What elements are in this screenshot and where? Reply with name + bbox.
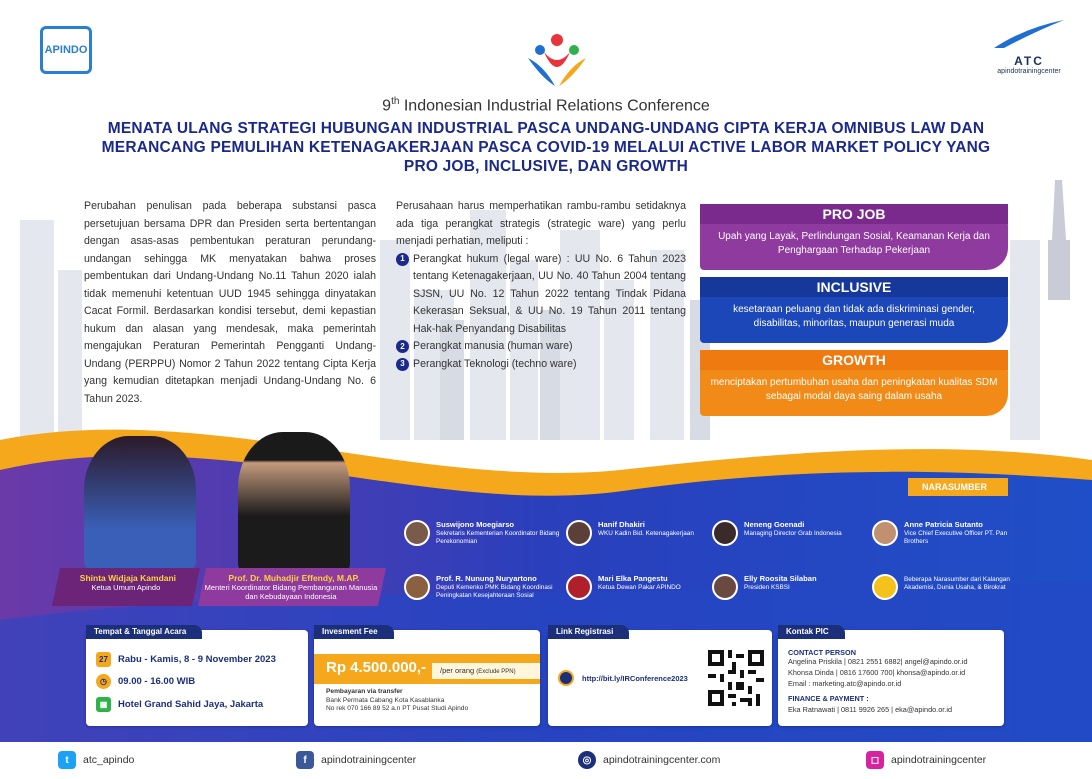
event-date: Rabu - Kamis, 8 - 9 November 2023 — [118, 654, 276, 665]
avatar — [712, 520, 738, 546]
narasumber-name: Hanif Dhakiri — [598, 520, 645, 529]
pro-job-text: Upah yang Layak, Perlindungan Sosial, Keamanan Kerja dan Penghargaan Terhadap Pekerjaan — [718, 231, 990, 256]
strategic-ware-section — [396, 198, 686, 373]
bank-name: Bank Permata Cabang Kota Kasablanka — [326, 697, 445, 704]
contact-line: Angelina Priskila | 0821 2551 6882| angel@apindo.or.id — [788, 657, 968, 666]
contact-line: Email : marketing.atc@apindo.or.id — [788, 679, 902, 688]
background-paragraph: Perubahan penulisan pada beberapa substansi pasca persetujuan bersama DPR dan Presiden serta bertentangan dengan asas-asas pembentukan peraturan perundang-undangan sehingga MK menyatakan bahwa proses pembentukan dari Undang-Undang No.11 Tahun 2020 ialah tidak memenuhi ketentuan UUD 1945 sehingga dinyatakan Cacat Formil. Berdasarkan kondisi tersebut, demi kepastian hukum dan alasan yang mendesak, maka pemerintah mengajukan Peraturan Pemerintah Pengganti Undang-Undang (PERPPU) Nomor 2 Tahun 2022 tentang Cipta Kerja yang kemudian ditetapkan menjadi Undang-Undang No. 6 Tahun 2023. — [84, 200, 376, 405]
main-title-line-3: PRO JOB, INCLUSIVE, DAN GROWTH — [403, 158, 689, 175]
narasumber-role: Presiden KSBSI — [744, 584, 790, 591]
pro-job-box — [700, 204, 1008, 270]
narasumber-name: Suswijono Moegiarso — [436, 520, 515, 529]
transfer-title: Pembayaran via transfer — [326, 688, 403, 695]
narasumber-item — [404, 520, 564, 554]
location-date-card — [86, 627, 308, 726]
fee-per-person: /per orang (Exclude PPN) — [432, 663, 540, 679]
avatar — [404, 574, 430, 600]
bank-account: No rek 070 166 89 52 a.n PT Pusat Studi Apindo — [326, 705, 469, 712]
number-badge-2: 2 — [396, 340, 409, 353]
calendar-icon: 27 — [96, 652, 111, 667]
strategic-item — [396, 338, 686, 356]
narasumber-name: Neneng Goenadi — [744, 520, 805, 529]
narasumber-item — [566, 574, 726, 608]
facebook-handle[interactable]: apindotrainingcenter — [321, 754, 417, 766]
narasumber-role: WKU Kadin Bid. Ketenagakerjaan — [598, 530, 694, 537]
instagram-link[interactable] — [866, 751, 986, 769]
website-url[interactable]: apindotrainingcenter.com — [603, 754, 721, 766]
card-tab-label: Tempat & Tanggal Acara — [86, 625, 202, 639]
growth-box — [700, 350, 1008, 416]
conference-logo-icon — [522, 30, 592, 88]
avatar — [404, 520, 430, 546]
clock-icon: ◷ — [96, 674, 111, 689]
growth-text: menciptakan pertumbuhan usaha dan peningkatan kualitas SDM sebagai modal daya saing dalam usaha — [710, 377, 998, 402]
contact-pic-card — [778, 627, 1004, 726]
conference-name: 9th Indonesian Industrial Relations Conference — [382, 96, 710, 115]
narasumber-item — [712, 574, 872, 608]
inclusive-box — [700, 277, 1008, 343]
facebook-icon: f — [296, 751, 314, 769]
strategic-item-text: Perangkat manusia (human ware) — [413, 340, 573, 352]
narasumber-item — [404, 574, 564, 608]
card-tab-label: Invesment Fee — [314, 625, 394, 639]
speaker-role: Menteri Koordinator Bidang Pembangunan Manusia dan Kebudayaan Indonesia — [204, 583, 378, 601]
registration-url[interactable]: http://bit.ly/IRConference2023 — [582, 673, 688, 683]
finance-title: FINANCE & PAYMENT : — [788, 694, 869, 703]
atc-logo-subtext: apindotrainingcenter — [997, 68, 1061, 75]
contact-line: Khonsa Dinda | 0816 17600 700| khonsa@apindo.or.id — [788, 668, 966, 677]
twitter-link[interactable] — [58, 751, 134, 769]
event-venue: Hotel Grand Sahid Jaya, Jakarta — [118, 699, 264, 710]
narasumber-item — [712, 520, 872, 554]
atc-logo-text: ATC — [1014, 54, 1044, 68]
narasumber-role: Deputi Kemenko PMK Bidang Koordinasi Peningkatan Kesejahteraan Sosial — [436, 584, 553, 599]
fee-amount-box — [314, 654, 540, 684]
qr-code-icon[interactable] — [708, 650, 764, 706]
narasumber-role: Beberapa Narasumber dari Kalangan Akademisi, Dunia Usaha, & Birokrat — [904, 576, 1010, 591]
card-tab-label: Link Registrasi — [548, 625, 629, 639]
social-footer — [0, 742, 1092, 779]
strategic-item — [396, 251, 686, 339]
website-link[interactable] — [578, 751, 720, 769]
strategic-item-text: Perangkat Teknologi (techno ware) — [413, 357, 577, 370]
twitter-icon: t — [58, 751, 76, 769]
globe-icon: ◎ — [578, 751, 596, 769]
apindo-logo: APINDO — [40, 26, 92, 74]
event-time: 09.00 - 16.00 WIB — [118, 676, 196, 687]
narasumber-name: Anne Patricia Sutanto — [904, 520, 983, 529]
instagram-handle[interactable]: apindotrainingcenter — [891, 754, 987, 766]
card-tab-label: Kontak PIC — [778, 625, 845, 639]
speaker-role: Ketua Umum Apindo — [91, 583, 161, 592]
fee-amount: Rp 4.500.000,- — [326, 659, 427, 676]
main-title-line-1: MENATA ULANG STRATEGI HUBUNGAN INDUSTRIAL PASCA UNDANG-UNDANG CIPTA KERJA OMNIBUS LAW DAN — [107, 120, 985, 137]
building-icon: ▦ — [96, 697, 111, 712]
strategic-item — [396, 356, 686, 374]
venue-row — [96, 697, 263, 712]
narasumber-label: NARASUMBER — [908, 478, 1008, 496]
speaker-caption — [198, 568, 386, 606]
number-badge-1: 1 — [396, 253, 409, 266]
user-group-icon — [872, 574, 898, 600]
main-title-line-2: MERANCANG PEMULIHAN KETENAGAKERJAAN PASCA COVID-19 MELALUI ACTIVE LABOR MARKET POLICY YANG — [101, 139, 991, 156]
atc-swoosh-icon — [984, 18, 1074, 48]
instagram-icon: ◻ — [866, 751, 884, 769]
investment-fee-card — [314, 627, 540, 726]
inclusive-text: kesetaraan peluang dan tidak ada diskriminasi gender, disabilitas, minoritas, maupun generasi muda — [733, 304, 975, 329]
finance-contact: Eka Ratnawati | 0811 9926 265 | eka@apindo.or.id — [788, 705, 953, 714]
strategic-item-text: Perangkat hukum (legal ware) : UU No. 6 Tahun 2023 tentang Ketenagakerjaan, UU No. 40 Tahun 2004 tentang SJSN, UU No. 12 Tahun 2022 tentang Tindak Pidana Kekerasan Seksual, & UU No. 19 Tahun 2011 tentang Hak-hak Penyandang Disabilitas — [413, 252, 686, 335]
narasumber-item — [566, 520, 726, 554]
narasumber-name: Prof. R. Nunung Nuryartono — [436, 574, 537, 583]
time-row — [96, 674, 195, 689]
speaker-caption — [52, 568, 200, 606]
strategic-ware-intro: Perusahaan harus memperhatikan rambu-rambu setidaknya ada tiga perangkat strategis (strategic ware) yang perlu menjadi perhatian, meliputi : — [396, 200, 686, 247]
speaker-photo-muhadjir — [238, 432, 350, 572]
growth-title: GROWTH — [700, 350, 1008, 370]
speaker-name: Prof. Dr. Muhadjir Effendy, M.AP. — [228, 573, 360, 583]
registration-link[interactable] — [558, 670, 688, 686]
narasumber-role: Vice Chief Executive Officer PT. Pan Brothers — [904, 530, 1008, 545]
narasumber-role: Ketua Dewan Pakar APINDO — [598, 584, 681, 591]
narasumber-name: Mari Elka Pangestu — [598, 574, 668, 583]
number-badge-3: 3 — [396, 358, 409, 371]
narasumber-role: Sekretaris Kementerian Koordinator Bidang Perekonomian — [436, 530, 560, 545]
avatar — [712, 574, 738, 600]
narasumber-name: Elly Roosita Silaban — [744, 574, 817, 583]
avatar — [566, 520, 592, 546]
atc-logo — [984, 18, 1074, 88]
avatar — [566, 574, 592, 600]
facebook-link[interactable] — [296, 751, 416, 769]
narasumber-role: Managing Director Grab Indonesia — [744, 530, 842, 537]
speaker-photo-shinta — [84, 436, 196, 570]
avatar — [872, 520, 898, 546]
registration-card — [548, 627, 772, 726]
twitter-handle[interactable]: atc_apindo — [83, 754, 135, 766]
date-row — [96, 652, 276, 667]
pro-job-title: PRO JOB — [700, 204, 1008, 224]
speaker-name: Shinta Widjaja Kamdani — [79, 573, 177, 583]
link-icon — [558, 670, 574, 686]
narasumber-item — [872, 520, 1032, 554]
narasumber-item — [872, 574, 1032, 608]
inclusive-title: INCLUSIVE — [700, 277, 1008, 297]
contact-person-title: CONTACT PERSON — [788, 648, 856, 657]
